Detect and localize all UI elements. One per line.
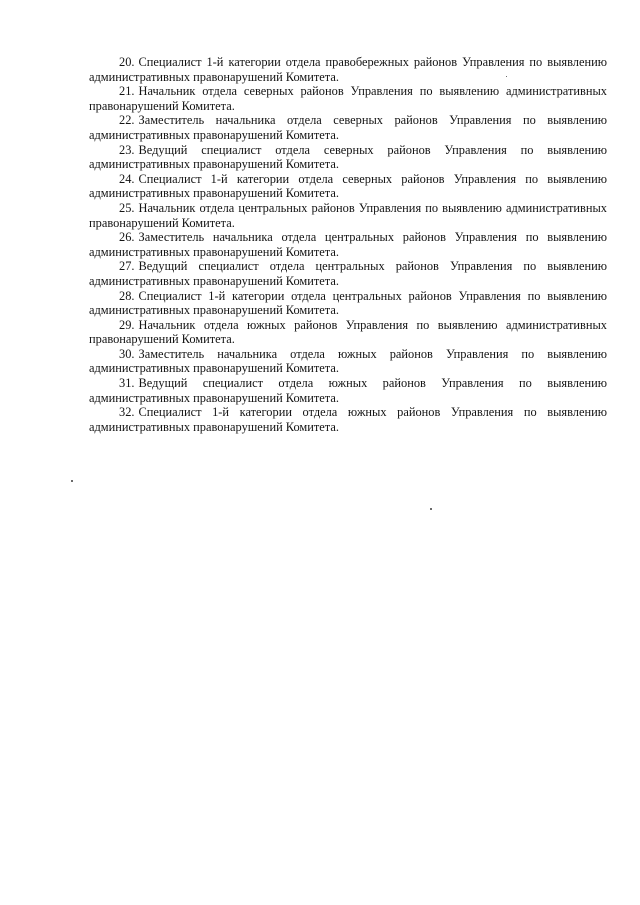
list-item (89, 55, 607, 84)
item-text: Начальник отдела южных районов Управления по выявлению административных правонарушений Комитета. (89, 317, 607, 347)
list-item (89, 230, 607, 259)
item-number: 25. (119, 200, 135, 215)
scan-speck (506, 76, 507, 77)
item-number: 32. (119, 405, 135, 420)
list-item (89, 318, 607, 347)
item-text: Ведущий специалист отдела северных районов Управления по выявлению административных правонарушений Комитета. (89, 142, 607, 172)
item-number: 21. (119, 84, 135, 99)
item-number: 27. (119, 259, 135, 274)
list-item (89, 113, 607, 142)
position-list (89, 55, 607, 434)
item-number: 20. (119, 55, 135, 69)
item-text: Заместитель начальника отдела центральных районов Управления по выявлению административных правонарушений Комитета. (89, 230, 607, 259)
list-item (89, 143, 607, 172)
list-item (89, 405, 607, 434)
list-item (89, 201, 607, 230)
item-text: Заместитель начальника отдела северных районов Управления по выявлению административных правонарушений Комитета. (89, 113, 607, 142)
item-text: Заместитель начальника отдела южных районов Управления по выявлению административных правонарушений Комитета. (89, 346, 607, 376)
list-item (89, 172, 607, 201)
item-number: 31. (119, 376, 135, 391)
scan-speck (430, 508, 432, 510)
item-number: 29. (119, 317, 135, 332)
item-text: Начальник отдела центральных районов Управления по выявлению административных правонарушений Комитета. (89, 200, 607, 230)
list-item (89, 376, 607, 405)
list-item (89, 289, 607, 318)
scan-speck (71, 480, 73, 482)
item-number: 28. (119, 288, 135, 303)
item-text: Специалист 1-й категории отдела центральных районов Управления по выявлению административных правонарушений Комитета. (89, 288, 607, 318)
list-item (89, 347, 607, 376)
item-text: Специалист 1-й категории отдела правобережных районов Управления по выявлению административных правонарушений Комитета. (89, 55, 607, 84)
list-item (89, 259, 607, 288)
item-text: Ведущий специалист отдела южных районов Управления по выявлению административных правонарушений Комитета. (89, 376, 607, 405)
item-number: 24. (119, 171, 135, 186)
item-number: 22. (119, 113, 135, 128)
item-number: 26. (119, 230, 135, 245)
list-item (89, 84, 607, 113)
item-number: 23. (119, 142, 135, 157)
item-text: Начальник отдела северных районов Управления по выявлению административных правонарушений Комитета. (89, 84, 607, 113)
item-number: 30. (119, 346, 135, 361)
item-text: Специалист 1-й категории отдела северных районов Управления по выявлению административных правонарушений Комитета. (89, 171, 607, 201)
item-text: Специалист 1-й категории отдела южных районов Управления по выявлению административных правонарушений Комитета. (89, 405, 607, 434)
item-text: Ведущий специалист отдела центральных районов Управления по выявлению административных правонарушений Комитета. (89, 259, 607, 288)
